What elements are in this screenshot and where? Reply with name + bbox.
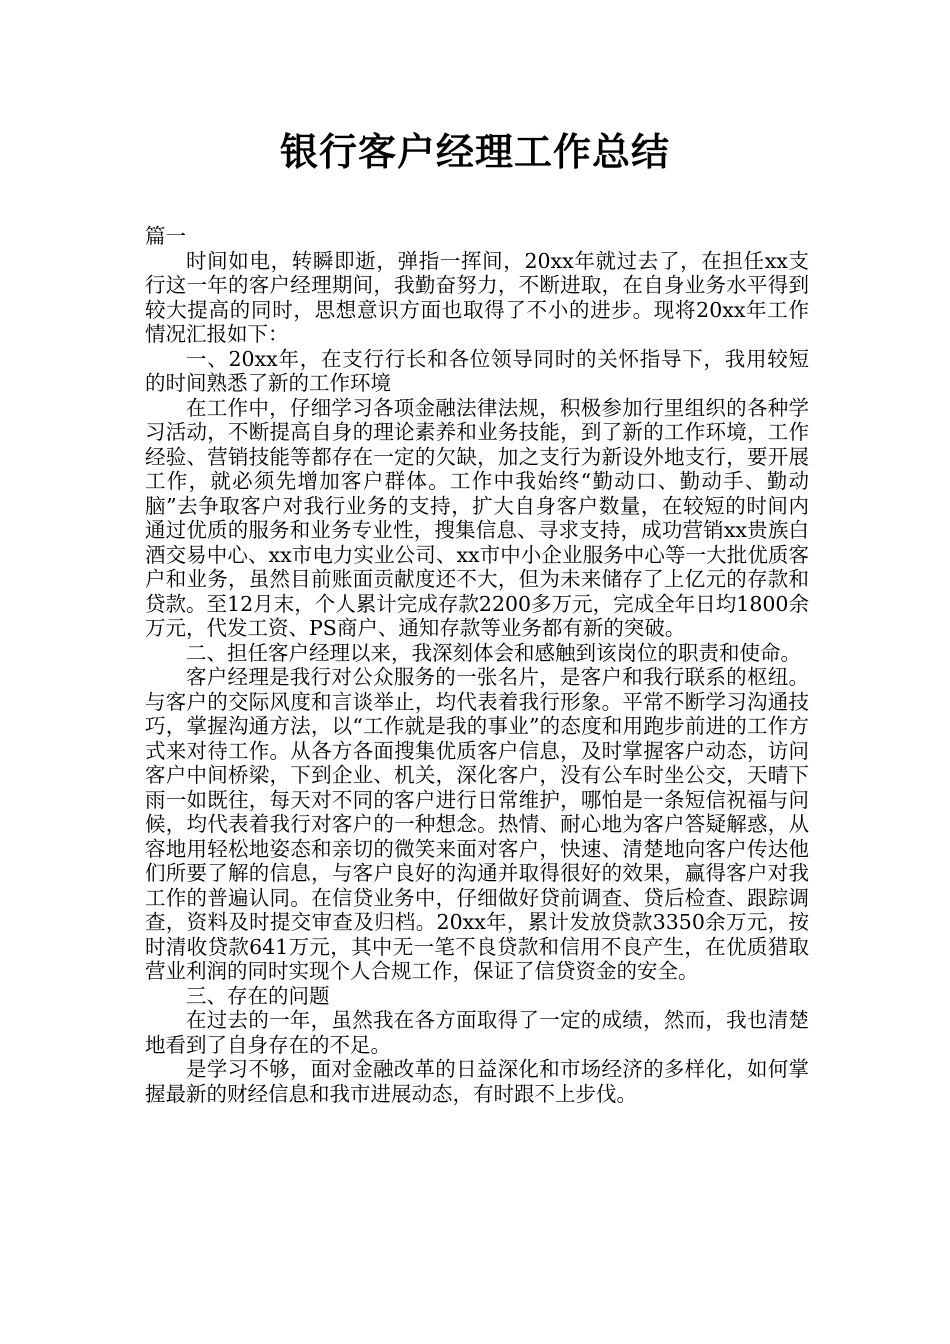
section-label: 篇一 — [145, 224, 186, 248]
paragraph-part-two: 客户经理是我行对公众服务的一张名片，是客户和我行联系的枢纽。与客户的交际风度和言谈举止，均代表着我行形象。平常不断学习沟通技巧，掌握沟通方法，以“工作就是我的事业”的态度和用跑步前进的工作方式来对待工作。从各方各面搜集优质客户信息，及时掌握客户动态，访问客户中间桥梁，下到企业、机关，深化客户，没有公车时坐公交，天晴下雨一如既往，每天对不同的客户进行日常维护，哪怕是一条短信祝福与问候，均代表着我行对客户的一种想念。热情、耐心地为客户答疑解惑，从容地用轻松地姿态和亲切的微笑来面对客户，快速、清楚地向客户传达他们所要了解的信息，与客户良好的沟通并取得很好的效果，赢得客户对我工作的普遍认同。在信贷业务中，仔细做好贷前调查、贷后检查、跟踪调查，资料及时提交审查及归档。20xx年，累计发放贷款3350余万元，按时清收贷款641万元，其中无一笔不良贷款和信用不良产生，在优质猎取营业利润的同时实现个人合规工作，保证了信贷资金的安全。 — [145, 665, 809, 983]
paragraph-intro: 时间如电，转瞬即逝，弹指一挥间，20xx年就过去了，在担任xx支行这一年的客户经理期间，我勤奋努力，不断进取，在自身业务水平得到较大提高的同时，思想意识方面也取得了不小的进步。现将20xx年工作情况汇报如下： — [145, 248, 809, 346]
paragraph-shortcoming: 是学习不够，面对金融改革的日益深化和市场经济的多样化，如何掌握最新的财经信息和我市进展动态，有时跟不上步伐。 — [145, 1057, 809, 1106]
paragraph-part-one: 在工作中，仔细学习各项金融法律法规，积极参加行里组织的各种学习活动，不断提高自身的理论素养和业务技能，到了新的工作环境，工作经验、营销技能等都存在一定的欠缺，加之支行为新设外地支行，要开展工作，就必须先增加客户群体。工作中我始终“勤动口、勤动手、勤动脑”去争取客户对我行业务的支持，扩大自身客户数量，在较短的时间内通过优质的服务和业务专业性，搜集信息、寻求支持，成功营销xx贵族白酒交易中心、xx市电力实业公司、xx市中小企业服务中心等一大批优质客户和业务，虽然目前账面贡献度还不大，但为未来储存了上亿元的存款和贷款。至12月末，个人累计完成存款2200多万元，完成全年日均1800余万元，代发工资、PS商户、通知存款等业务都有新的突破。 — [145, 395, 809, 640]
heading-part-three: 三、存在的问题 — [186, 983, 330, 1008]
document-title: 银行客户经理工作总结 — [279, 130, 670, 174]
paragraph-part-three: 在过去的一年，虽然我在各方面取得了一定的成绩，然而，我也清楚地看到了自身存在的不足。 — [145, 1008, 809, 1057]
heading-part-two: 二、担任客户经理以来，我深刻体会和感触到该岗位的职责和使命。 — [186, 640, 801, 665]
heading-part-one: 一、20xx年，在支行行长和各位领导同时的关怀指导下，我用较短的时间熟悉了新的工作环境 — [145, 346, 809, 395]
document-body — [145, 224, 809, 1106]
